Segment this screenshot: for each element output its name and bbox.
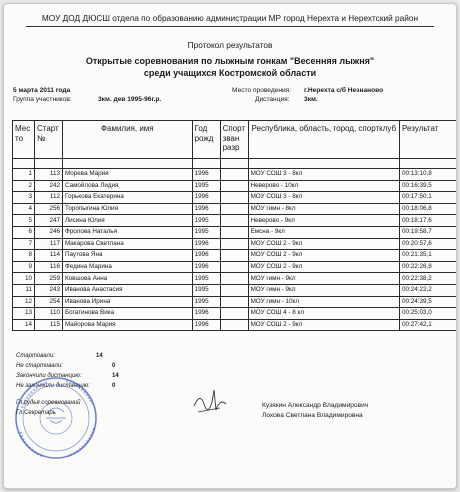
result-birth-year: 1995 — [192, 296, 220, 308]
result-place: 7 — [13, 238, 35, 250]
header-result: Результат — [400, 121, 457, 159]
result-start-number: 117 — [34, 238, 62, 250]
result-birth-year: 1995 — [192, 215, 220, 227]
table-row — [13, 192, 458, 204]
organization-header: МОУ ДОД ДЮСШ отдела по образованию администрации МР город Нерехта и Нерехтский район — [41, 13, 419, 23]
result-team: МОУ СОШ 2 - 9кл — [248, 319, 399, 331]
result-name: Горькова Екатерина — [62, 192, 192, 204]
result-team: МОУ СОШ 3 - 8кл — [248, 169, 399, 181]
result-birth-year: 1996 — [192, 169, 220, 181]
result-start-number: 254 — [34, 296, 62, 308]
result-sport-rank — [220, 308, 248, 320]
table-row — [13, 203, 458, 215]
table-row — [13, 319, 458, 331]
result-birth-year: 1996 — [192, 238, 220, 250]
group-label: Группа участников: — [13, 96, 72, 103]
competition-title: Открытые соревнования по лыжным гонкам "Весенняя лыжня" — [85, 56, 375, 66]
table-row — [13, 261, 458, 273]
result-time: 00:16:39,5 — [400, 180, 457, 192]
not-started-label: Не стартовали: — [16, 363, 63, 369]
result-time: 00:25:03,0 — [400, 308, 457, 320]
result-name: Богатинова Вика — [62, 308, 192, 320]
result-start-number: 113 — [34, 169, 62, 181]
protocol-heading: Протокол результатов — [187, 40, 273, 50]
result-team: МОУ гимн - 10кл — [248, 296, 399, 308]
table-row — [13, 284, 458, 296]
result-place: 11 — [13, 284, 35, 296]
result-name: Лисина Юлия — [62, 215, 192, 227]
header-start: Старт № — [34, 121, 62, 159]
result-start-number: 246 — [34, 226, 62, 238]
result-place: 12 — [13, 296, 35, 308]
result-name: Морева Мария — [62, 169, 192, 181]
table-row — [13, 226, 458, 238]
result-name: Ковшова Анна — [62, 273, 192, 285]
table-row — [13, 308, 458, 320]
result-sport-rank — [220, 250, 248, 262]
result-team: МОУ гимн - 8кл — [248, 203, 399, 215]
result-place: 4 — [13, 203, 35, 215]
result-time: 00:24:22,2 — [400, 284, 457, 296]
result-place: 8 — [13, 250, 35, 262]
result-start-number: 259 — [34, 273, 62, 285]
result-time: 00:21:35,1 — [400, 250, 457, 262]
result-time: 00:17:50,1 — [400, 192, 457, 204]
venue-value: г.Нерехта с/б Незнаново — [304, 87, 384, 94]
chief-secretary-name: Лохова Светлана Владимировна — [262, 412, 363, 419]
result-team: МОУ гимн - 9кл — [248, 284, 399, 296]
result-time: 00:24:39,5 — [400, 296, 457, 308]
result-team: МОУ СОШ 2 - 9кл — [248, 238, 399, 250]
result-name: Иванова Анастасия — [62, 284, 192, 296]
result-start-number: 114 — [34, 250, 62, 262]
result-birth-year: 1996 — [192, 261, 220, 273]
result-place: 1 — [13, 169, 35, 181]
table-row — [13, 250, 458, 262]
result-name: Фролова Наталья — [62, 226, 192, 238]
header-year: Год рожд — [192, 121, 220, 159]
table-row — [13, 296, 458, 308]
venue-label: Место проведения: — [232, 87, 292, 94]
result-sport-rank — [220, 215, 248, 227]
result-sport-rank — [220, 273, 248, 285]
header-divider — [26, 26, 434, 27]
result-time: 00:22:26,8 — [400, 261, 457, 273]
result-time: 00:27:42,1 — [400, 319, 457, 331]
result-start-number: 116 — [34, 261, 62, 273]
result-sport-rank — [220, 192, 248, 204]
result-place: 6 — [13, 226, 35, 238]
table-spacer-row — [13, 159, 458, 169]
result-start-number: 256 — [34, 203, 62, 215]
not-finished-label: Не закончили дистанцию: — [16, 383, 90, 389]
table-row — [13, 215, 458, 227]
result-birth-year: 1995 — [192, 273, 220, 285]
result-sport-rank — [220, 180, 248, 192]
result-name: Макарова Светлана — [62, 238, 192, 250]
result-team: МОУ гимн - 9кл — [248, 273, 399, 285]
started-line — [16, 353, 103, 359]
result-start-number: 110 — [34, 308, 62, 320]
finished-label: Закончили дистанцию: — [16, 373, 82, 379]
competition-subtitle: среди учащихся Костромской области — [143, 68, 317, 78]
table-row — [13, 180, 458, 192]
result-team: МОУ СОШ 2 - 9кл — [248, 261, 399, 273]
result-place: 9 — [13, 261, 35, 273]
header-name: Фамилия, имя — [62, 121, 192, 159]
result-sport-rank — [220, 319, 248, 331]
result-time: 00:18:06,8 — [400, 203, 457, 215]
header-rank: Спорт зван разр — [220, 121, 248, 159]
result-team: МОУ СОШ 3 - 8кл — [248, 192, 399, 204]
not-finished-value: 0 — [112, 383, 116, 389]
results-table — [12, 120, 457, 331]
result-place: 5 — [13, 215, 35, 227]
finished-value: 14 — [112, 373, 119, 379]
result-name: Паутова Яна — [62, 250, 192, 262]
result-name: Федина Марина — [62, 261, 192, 273]
result-sport-rank — [220, 226, 248, 238]
chief-judge-name: Кузякин Александр Владимирович — [262, 402, 369, 409]
result-birth-year: 1995 — [192, 226, 220, 238]
result-team: МОУ СОШ 2 - 9кл — [248, 250, 399, 262]
result-sport-rank — [220, 284, 248, 296]
result-birth-year: 1996 — [192, 308, 220, 320]
result-place: 10 — [13, 273, 35, 285]
result-sport-rank — [220, 169, 248, 181]
started-value: 14 — [96, 353, 103, 359]
header-place: Мес то — [13, 121, 35, 159]
table-header-row — [13, 121, 458, 159]
result-place: 14 — [13, 319, 35, 331]
result-place: 3 — [13, 192, 35, 204]
result-time: 00:19:58,7 — [400, 226, 457, 238]
result-time: 00:18:17,6 — [400, 215, 457, 227]
result-name: Торопыгина Юлия — [62, 203, 192, 215]
result-sport-rank — [220, 238, 248, 250]
result-birth-year: 1996 — [192, 250, 220, 262]
result-birth-year: 1996 — [192, 203, 220, 215]
distance-value: 3км. — [304, 96, 318, 103]
chief-judge-label: Гл.судья соревнований — [16, 400, 81, 406]
result-time: 00:22:38,2 — [400, 273, 457, 285]
competition-date: 5 марта 2011 года — [13, 87, 71, 94]
result-time: 00:20:57,6 — [400, 238, 457, 250]
result-name: Майорова Мария — [62, 319, 192, 331]
group-value: 3км. дев 1995-96г.р. — [98, 96, 162, 103]
result-birth-year: 1995 — [192, 284, 220, 296]
result-start-number: 112 — [34, 192, 62, 204]
result-birth-year: 1996 — [192, 319, 220, 331]
result-sport-rank — [220, 296, 248, 308]
result-name: Иванова Ирина — [62, 296, 192, 308]
result-start-number: 247 — [34, 215, 62, 227]
result-sport-rank — [220, 203, 248, 215]
not-started-value: 0 — [112, 363, 116, 369]
handwritten-signature — [190, 388, 230, 418]
result-start-number: 243 — [34, 284, 62, 296]
result-team: МОУ СОШ 4 - 8 кл — [248, 308, 399, 320]
result-start-number: 242 — [34, 180, 62, 192]
chief-secretary-label: Гл.Секретарь — [16, 410, 56, 416]
table-row — [13, 273, 458, 285]
result-team: Емсна - 9кл — [248, 226, 399, 238]
result-sport-rank — [220, 261, 248, 273]
result-team: Неверово - 9кл — [248, 215, 399, 227]
protocol-sheet — [3, 3, 457, 489]
official-stamp — [8, 368, 104, 464]
result-team: Неверово - 10кл — [248, 180, 399, 192]
result-name: Самойлова Лидия — [62, 180, 192, 192]
result-place: 13 — [13, 308, 35, 320]
header-team: Республика, область, город, спортклуб — [248, 121, 399, 159]
result-birth-year: 1995 — [192, 180, 220, 192]
result-time: 00:13:10,8 — [400, 169, 457, 181]
result-start-number: 115 — [34, 319, 62, 331]
started-label: Стартовали: — [16, 353, 55, 359]
distance-label: Дистанция: — [255, 96, 290, 103]
result-place: 2 — [13, 180, 35, 192]
table-row — [13, 169, 458, 181]
result-birth-year: 1996 — [192, 192, 220, 204]
table-row — [13, 238, 458, 250]
